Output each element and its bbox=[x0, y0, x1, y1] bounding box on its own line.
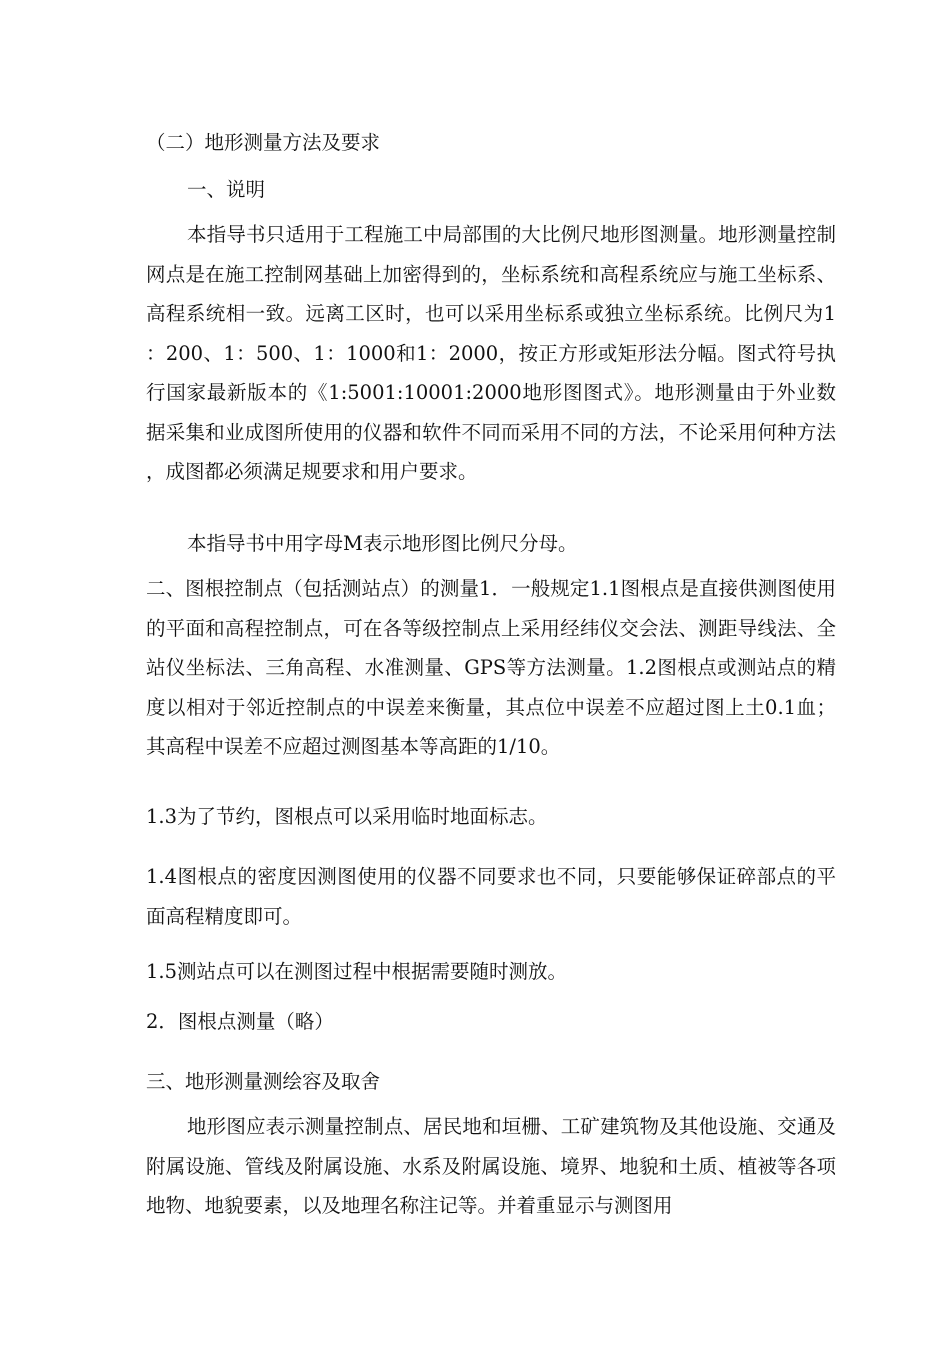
paragraph-control-survey: 2．图根点测量（略） bbox=[146, 1010, 334, 1033]
paragraph-scope: 本指导书只适用于工程施工中局部围的大比例尺地形图测量。地形测量控制网点是在施工控制网基础上加密得到的，坐标系统和高程系统应与施工坐标系、高程系统相一致。远离工区时，也可以采用坐标系或独立坐标系统。比例尺为1：200、1：500、1：1000和1：2000，按正方形或矩形法分幅。图式符号执行国家最新版本的《1:5001:10001:2000地形图图式》。地形测量由于外业数据采集和业成图所使用的仪器和软件不同而采用不同的方法，不论采用何种方法，成图都必须满足规要求和用户要求。 bbox=[146, 223, 836, 483]
heading-explanation: 一、说明 bbox=[187, 178, 266, 201]
paragraph-temporary-marks: 1.3为了节约，图根点可以采用临时地面标志。 bbox=[146, 805, 548, 828]
paragraph-scale-denominator: 本指导书中用字母M表示地形图比例尺分母。 bbox=[187, 532, 578, 555]
paragraph-station-setting: 1.5测站点可以在测图过程中根据需要随时测放。 bbox=[146, 960, 568, 983]
paragraph-map-content: 地形图应表示测量控制点、居民地和垣栅、工矿建筑物及其他设施、交通及附属设施、管线及附属设施、水系及附属设施、境界、地貌和土质、植被等各项地物、地貌要素，以及地理名称注记等。并着重显示与测图用 bbox=[146, 1115, 836, 1217]
heading-content-selection: 三、地形测量测绘容及取舍 bbox=[146, 1070, 381, 1093]
section-title: （二）地形测量方法及要求 bbox=[146, 131, 381, 154]
paragraph-point-density: 1.4图根点的密度因测图使用的仪器不同要求也不同，只要能够保证碎部点的平面高程精度即可。 bbox=[146, 865, 836, 928]
paragraph-control-points: 二、图根控制点（包括测站点）的测量1．一般规定1.1图根点是直接供测图使用的平面和高程控制点，可在各等级控制点上采用经纬仪交会法、测距导线法、全站仪坐标法、三角高程、水准测量、GPS等方法测量。1.2图根点或测站点的精度以相对于邻近控制点的中误差来衡量，其点位中误差不应超过图上土0.1血；其高程中误差不应超过测图基本等高距的1/10。 bbox=[146, 577, 836, 758]
